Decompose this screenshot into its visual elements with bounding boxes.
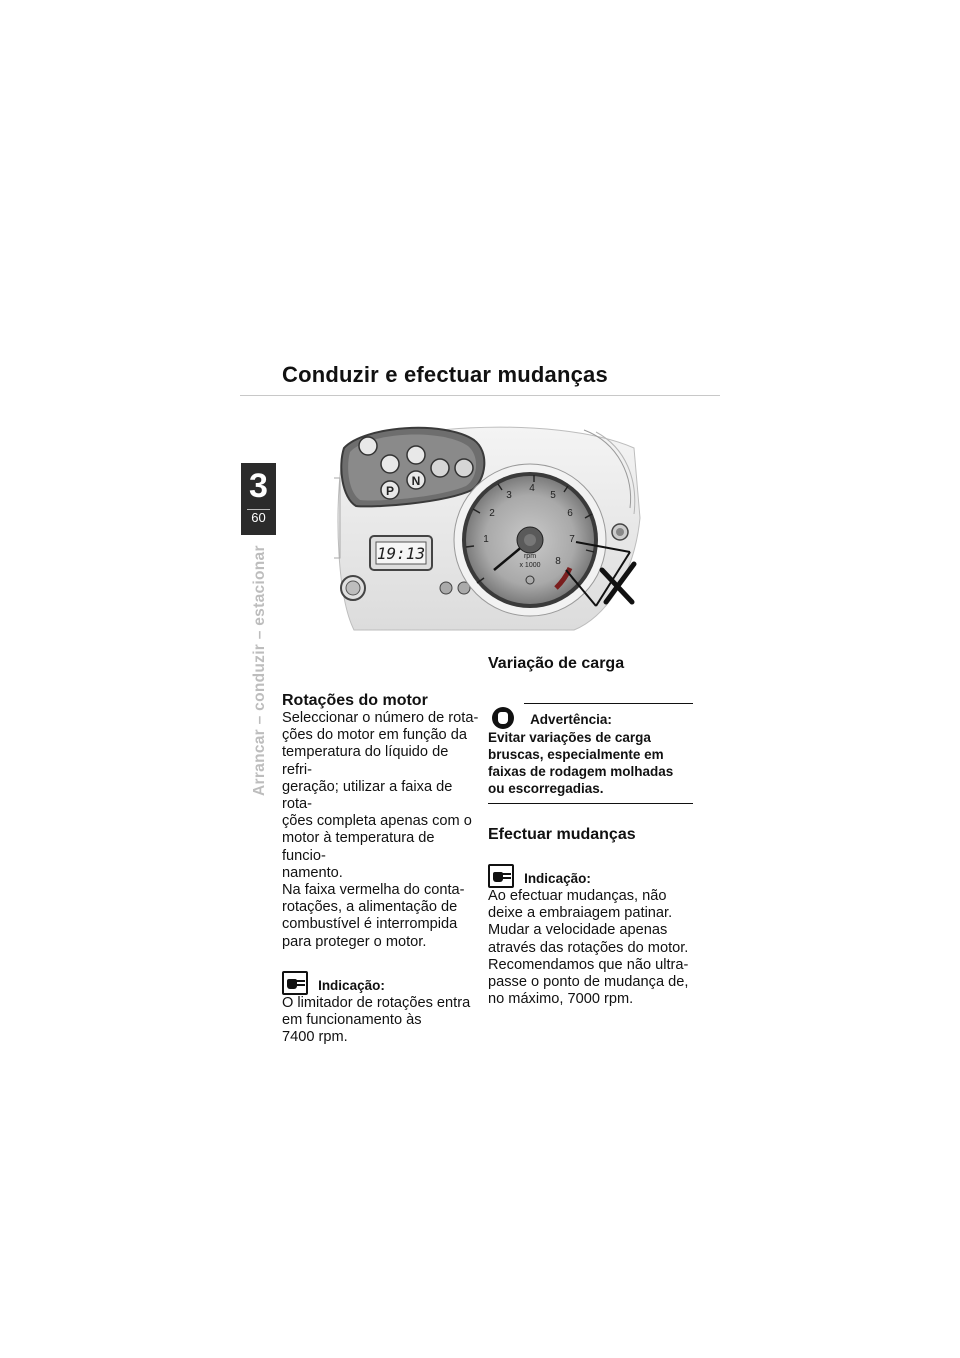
clock-readout: 19:13 xyxy=(376,544,426,563)
heading-gear-shifting: Efectuar mudanças xyxy=(488,826,636,843)
note-block-rev-limiter xyxy=(282,971,482,1047)
chapter-side-label: Arrancar – conduzir – estacionar xyxy=(251,545,268,796)
heading-engine-speed: Rotações do motor xyxy=(282,692,428,709)
neutral-light-label: N xyxy=(411,474,421,488)
instrument-cluster-illustration xyxy=(334,418,644,633)
tach-label-1: 1 xyxy=(483,534,489,545)
left-column xyxy=(282,692,482,1046)
heading-load-change: Variação de carga xyxy=(488,655,625,672)
warning-label: Advertência: xyxy=(530,711,612,727)
tach-label-4: 4 xyxy=(529,483,535,494)
note-text: Ao efectuar mudanças, não deixe a embraiagem patinar. Mudar a velocidade apenas através das rotações do motor. Recomendamos que não ultra- passe o ponto de mudança de, no máximo, 7000 rpm. xyxy=(488,888,689,1008)
note-text: O limitador de rotações entra em funcionamento às 7400 rpm. xyxy=(282,994,471,1046)
warning-text: Evitar variações de carga bruscas, especialmente em faixas de rodagem molhadas ou escorregadias. xyxy=(488,730,674,796)
tach-label-7: 7 xyxy=(569,534,575,545)
tach-scale: x 1000 xyxy=(519,562,541,569)
right-column xyxy=(488,655,693,1008)
note-icon xyxy=(282,971,308,995)
page-number: 60 xyxy=(251,510,266,525)
clock-display xyxy=(370,536,432,570)
warning-block xyxy=(488,693,693,804)
page-title: Conduzir e efectuar mudanças xyxy=(282,362,608,387)
note-block-shifting xyxy=(488,864,693,1008)
tach-label-8: 8 xyxy=(555,556,561,567)
warning-hand-icon xyxy=(492,707,514,729)
warning-top-rule xyxy=(524,703,693,704)
parking-light-label: P xyxy=(385,484,395,498)
engine-speed-text: Seleccionar o número de rota- ções do motor em função da temperatura do líquido de refri- geração; utilizar a faixa de rota- ções completa apenas com o motor à temperatura de funcio- namento. Na faixa vermelha do conta- rotações, a alimentação de combustível é interrompida para proteger o motor. xyxy=(282,710,479,950)
chapter-tab xyxy=(241,463,276,535)
tach-label-5: 5 xyxy=(550,490,556,501)
note-label: Indicação: xyxy=(524,870,591,886)
tach-label-6: 6 xyxy=(567,508,573,519)
tach-label-2: 2 xyxy=(489,508,495,519)
tach-label-3: 3 xyxy=(506,490,512,501)
note-label: Indicação: xyxy=(318,977,385,993)
chapter-number: 3 xyxy=(249,467,268,505)
tach-unit: rpm xyxy=(523,553,537,560)
tachometer xyxy=(454,464,606,616)
title-divider xyxy=(240,395,720,396)
note-icon xyxy=(488,864,514,888)
